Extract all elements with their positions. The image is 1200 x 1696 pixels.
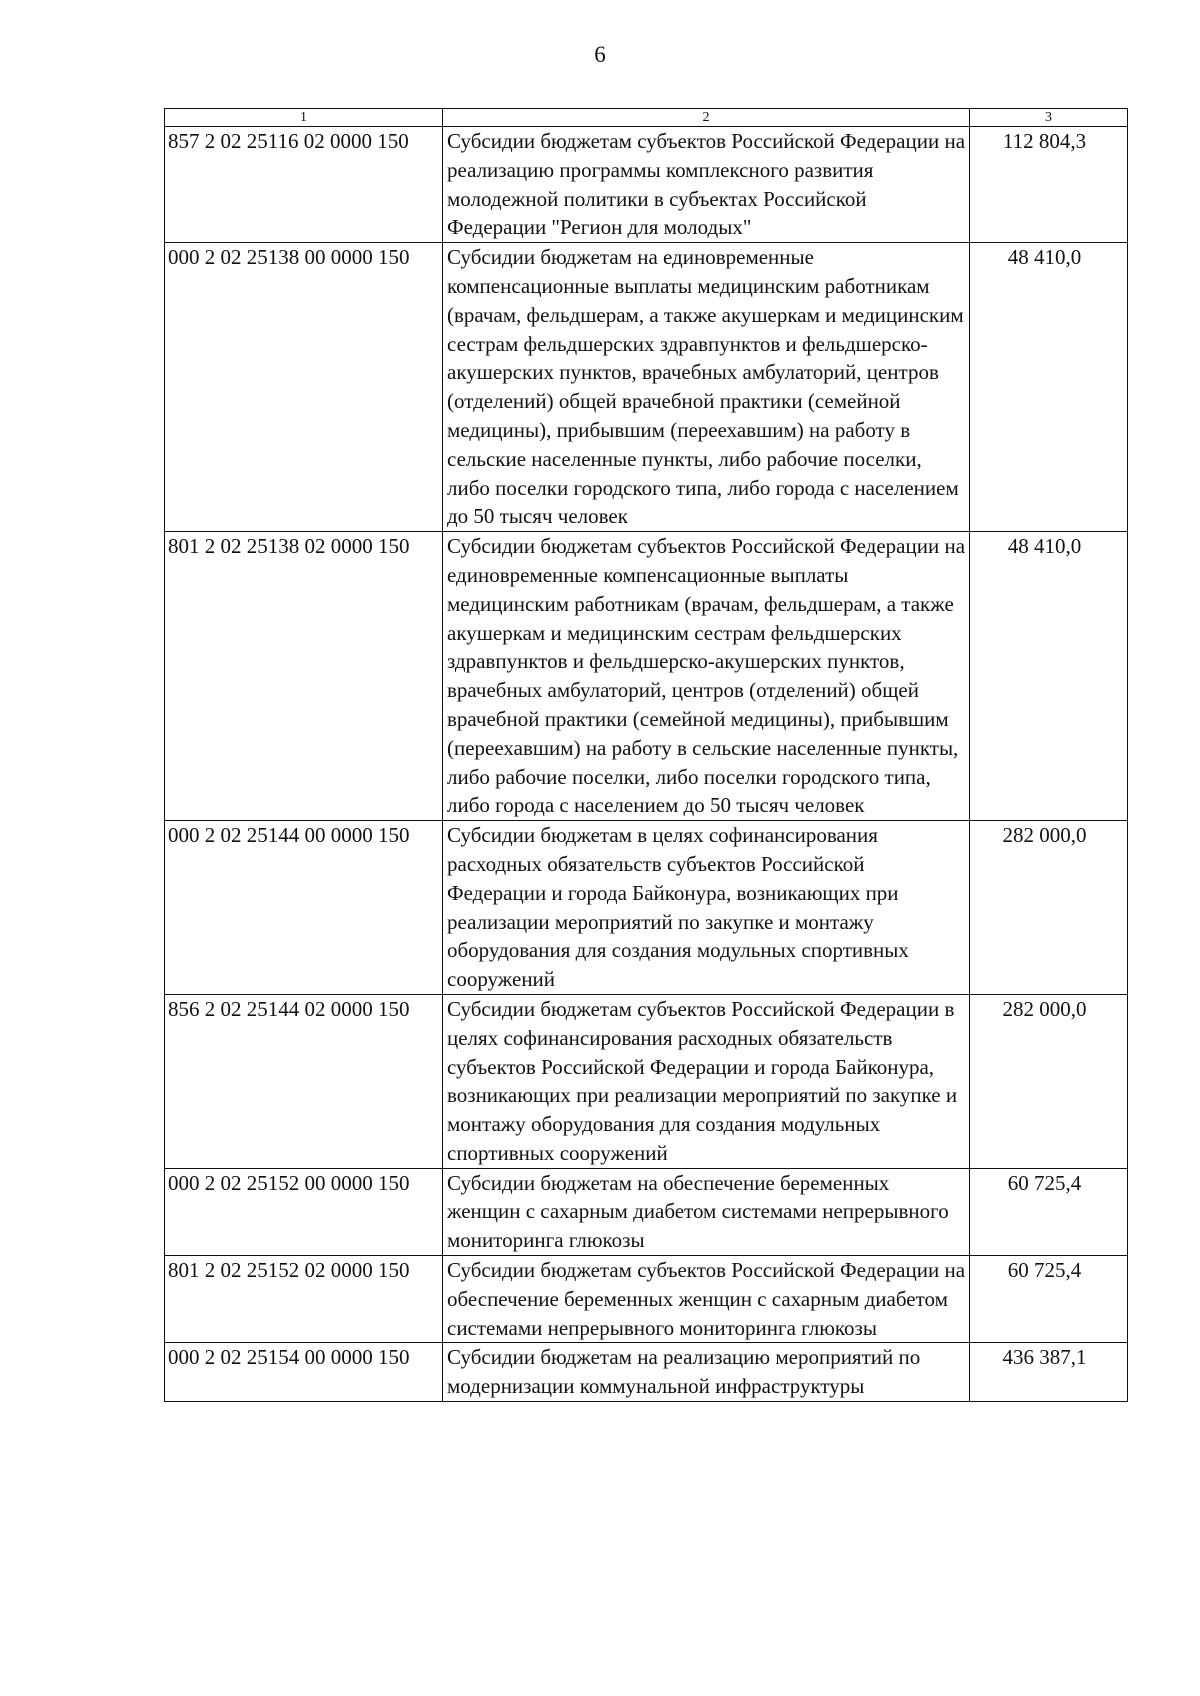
table-row (165, 127, 1128, 243)
table-row (165, 1168, 1128, 1255)
budget-code-cell: 857 2 02 25116 02 0000 150 (165, 127, 443, 243)
description-cell: Субсидии бюджетам в целях софинансирования расходных обязательств субъектов Российской Федерации и города Байконура, возникающих при реализации мероприятий по закупке и монтажу оборудования для создания модульных спортивных сооружений (443, 821, 970, 995)
description-cell: Субсидии бюджетам субъектов Российской Федерации в целях софинансирования расходных обязательств субъектов Российской Федерации и города Байконура, возникающих при реализации мероприятий по закупке и монтажу оборудования для создания модульных спортивных сооружений (443, 994, 970, 1168)
budget-code-cell: 801 2 02 25152 02 0000 150 (165, 1256, 443, 1343)
page-number: 6 (594, 42, 606, 67)
amount-cell: 282 000,0 (970, 994, 1128, 1168)
budget-code-cell: 856 2 02 25144 02 0000 150 (165, 994, 443, 1168)
budget-code-cell: 801 2 02 25138 02 0000 150 (165, 532, 443, 821)
table-row (165, 994, 1128, 1168)
description-cell: Субсидии бюджетам на единовременные компенсационные выплаты медицинским работникам (врачам, фельдшерам, а также акушеркам и медицинским сестрам фельдшерских здравпунктов и фельдшерско-акушерских пунктов, врачебных амбулаторий, центров (отделений) общей врачебной практики (семейной медицины), прибывшим (переехавшим) на работу в сельские населенные пункты, либо рабочие поселки, либо поселки городского типа, либо города с населением до 50 тысяч человек (443, 243, 970, 532)
table-row (165, 243, 1128, 532)
description-cell: Субсидии бюджетам субъектов Российской Федерации на реализацию программы комплексного развития молодежной политики в субъектах Российской Федерации "Регион для молодых" (443, 127, 970, 243)
table-row (165, 821, 1128, 995)
table-header-row (165, 109, 1128, 127)
amount-cell: 60 725,4 (970, 1256, 1128, 1343)
amount-cell: 60 725,4 (970, 1168, 1128, 1255)
budget-code-cell: 000 2 02 25152 00 0000 150 (165, 1168, 443, 1255)
table-row (165, 1256, 1128, 1343)
budget-code-cell: 000 2 02 25144 00 0000 150 (165, 821, 443, 995)
amount-cell: 48 410,0 (970, 532, 1128, 821)
description-cell: Субсидии бюджетам на обеспечение беременных женщин с сахарным диабетом системами непрерывного мониторинга глюкозы (443, 1168, 970, 1255)
column-header-amount: 3 (970, 109, 1128, 127)
budget-table (164, 108, 1128, 1402)
budget-code-cell: 000 2 02 25154 00 0000 150 (165, 1343, 443, 1402)
column-header-code: 1 (165, 109, 443, 127)
description-cell: Субсидии бюджетам субъектов Российской Федерации на обеспечение беременных женщин с сахарным диабетом системами непрерывного мониторинга глюкозы (443, 1256, 970, 1343)
description-cell: Субсидии бюджетам на реализацию мероприятий по модернизации коммунальной инфраструктуры (443, 1343, 970, 1402)
column-header-name: 2 (443, 109, 970, 127)
amount-cell: 48 410,0 (970, 243, 1128, 532)
table-row (165, 532, 1128, 821)
amount-cell: 436 387,1 (970, 1343, 1128, 1402)
amount-cell: 282 000,0 (970, 821, 1128, 995)
budget-code-cell: 000 2 02 25138 00 0000 150 (165, 243, 443, 532)
description-cell: Субсидии бюджетам субъектов Российской Федерации на единовременные компенсационные выплаты медицинским работникам (врачам, фельдшерам, а также акушеркам и медицинским сестрам фельдшерских здравпунктов и фельдшерско-акушерских пунктов, врачебных амбулаторий, центров (отделений) общей врачебной практики (семейной медицины), прибывшим (переехавшим) на работу в сельские населенные пункты, либо рабочие поселки, либо поселки городского типа, либо города с населением до 50 тысяч человек (443, 532, 970, 821)
amount-cell: 112 804,3 (970, 127, 1128, 243)
table-row (165, 1343, 1128, 1402)
